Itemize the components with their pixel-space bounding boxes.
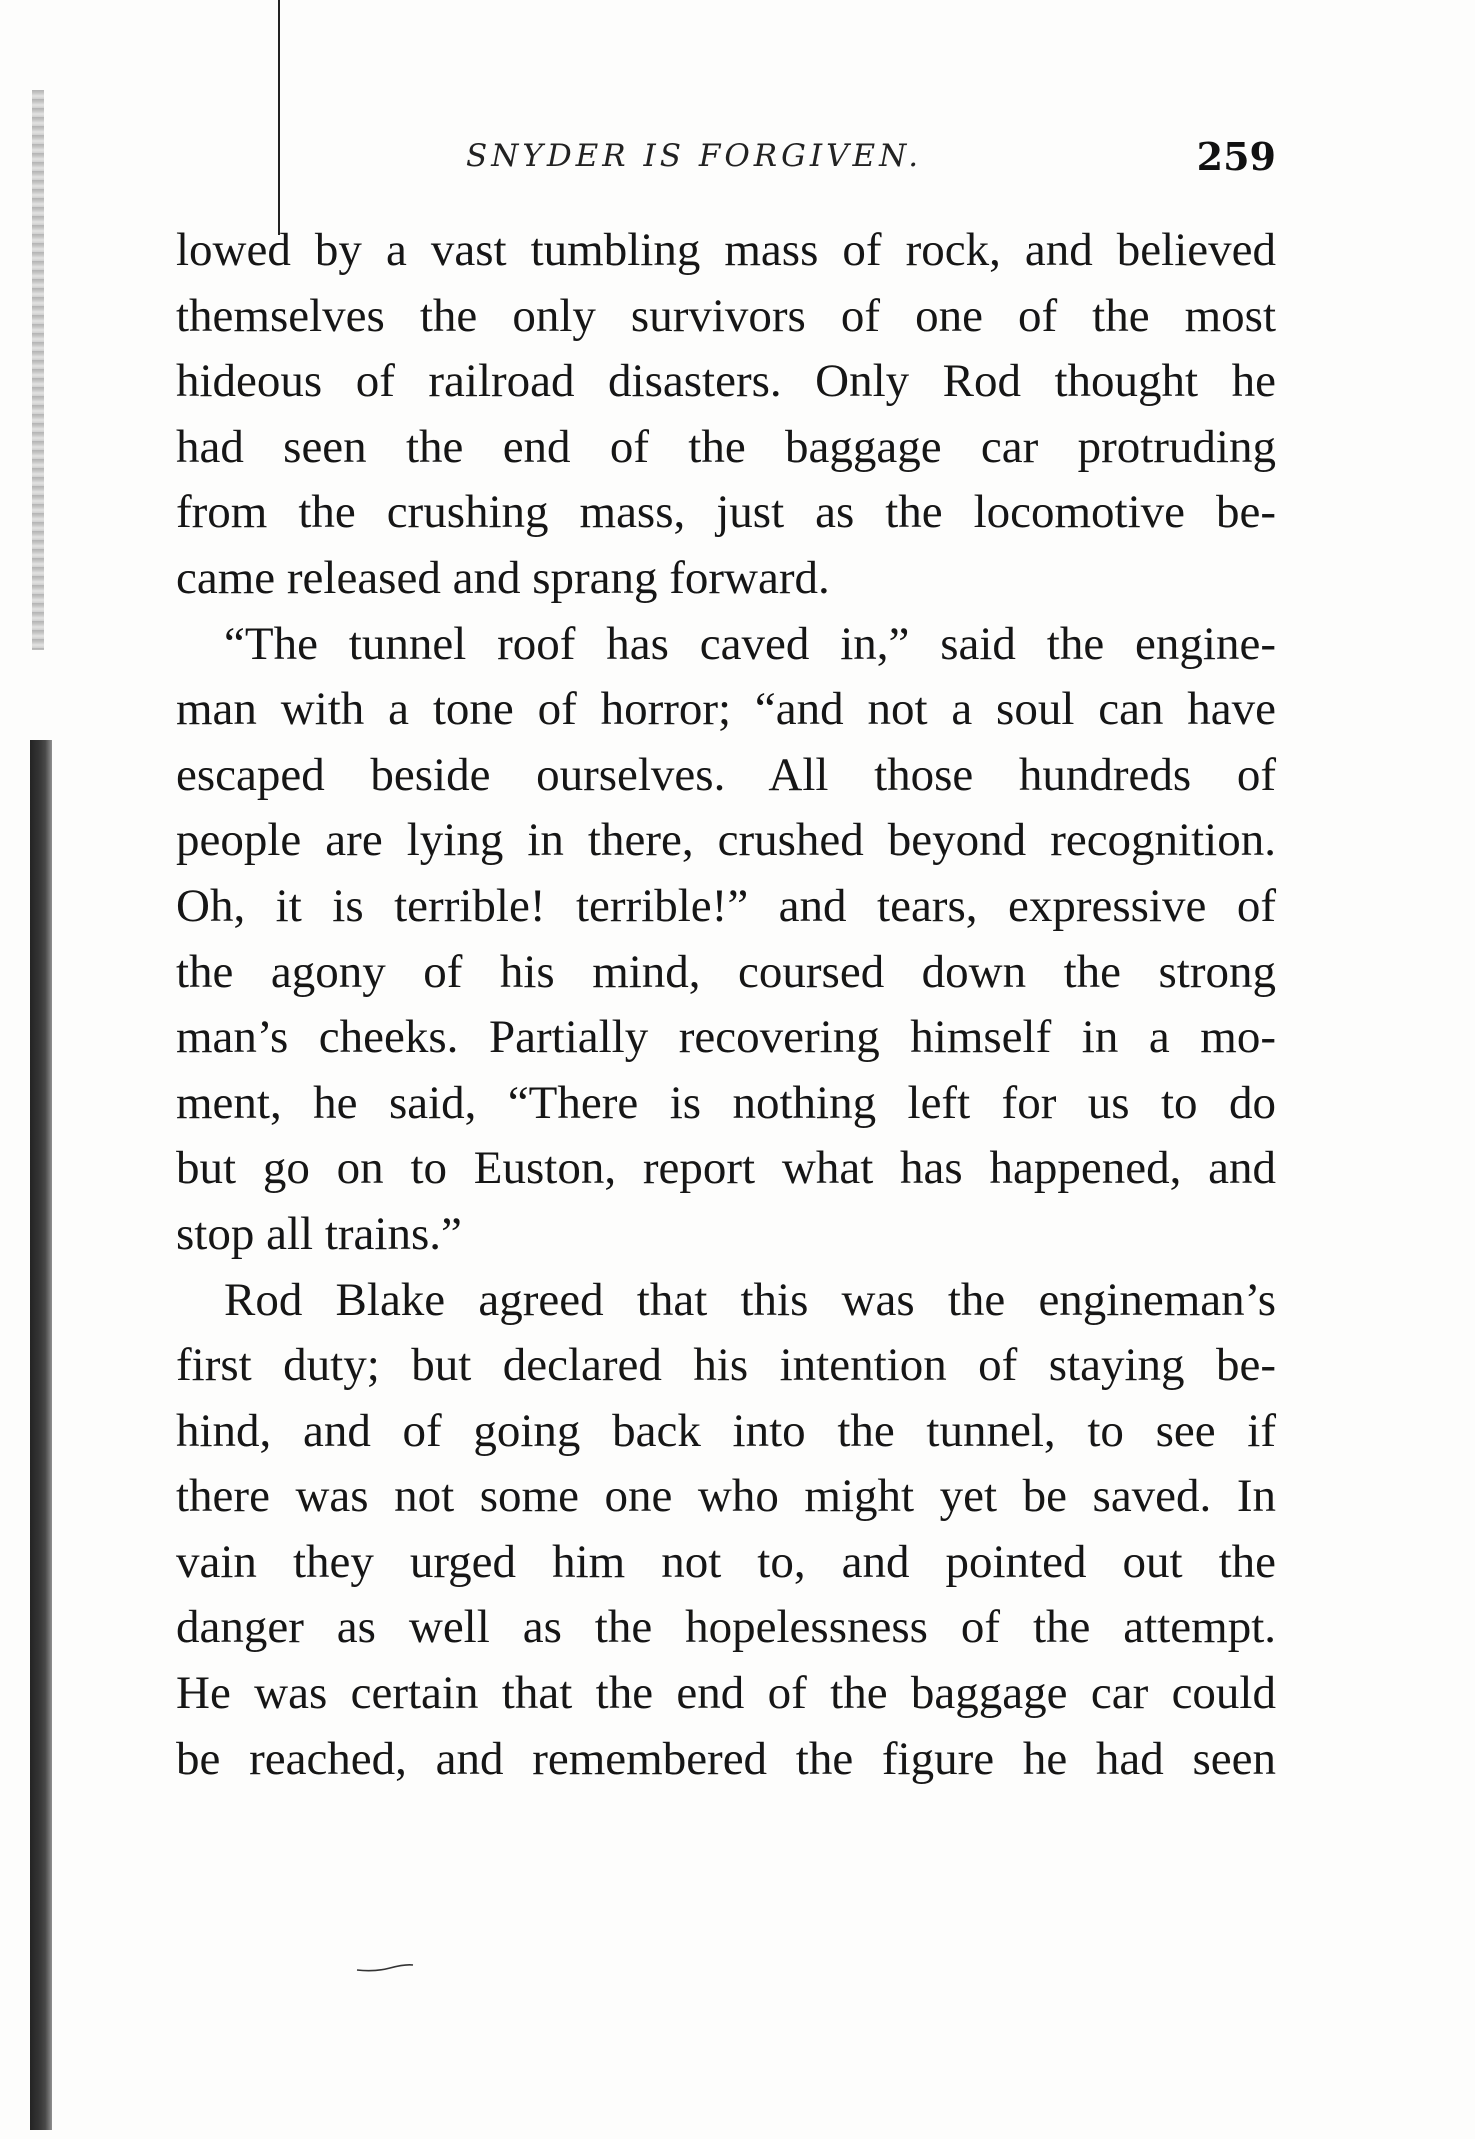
binding-edge — [30, 740, 52, 2130]
text-line: “The tunnel roof has caved in,” said the engine- — [224, 617, 1276, 670]
text-line: themselves the only survivors of one of the most — [176, 289, 1276, 342]
text-line: stop all trains.” — [176, 1207, 462, 1260]
running-title: SNYDER IS FORGIVEN. — [466, 138, 923, 174]
page-number: 259 — [1196, 134, 1276, 179]
text-line: He was certain that the end of the baggage car could — [176, 1667, 1276, 1720]
text-line: Rod Blake agreed that this was the engineman’s — [224, 1273, 1276, 1326]
text-line: danger as well as the hopelessness of the attempt. — [176, 1601, 1276, 1654]
scan-artifact-line — [278, 0, 280, 235]
text-line: man with a tone of horror; “and not a soul can have — [176, 683, 1276, 736]
binding-edge-top — [32, 90, 44, 650]
text-line: Oh, it is terrible! terrible!” and tears, expressive of — [176, 879, 1276, 932]
ink-mark — [355, 1963, 415, 1973]
text-line: hideous of railroad disasters. Only Rod thought he — [176, 355, 1276, 408]
text-line: had seen the end of the baggage car protruding — [176, 420, 1276, 473]
text-line: people are lying in there, crushed beyond recognition. — [176, 814, 1276, 867]
text-line: there was not some one who might yet be saved. In — [176, 1470, 1276, 1523]
text-line: from the crushing mass, just as the locomotive be- — [176, 486, 1276, 539]
text-line: man’s cheeks. Partially recovering himself in a mo- — [176, 1011, 1276, 1064]
text-line: but go on to Euston, report what has happened, and — [176, 1142, 1276, 1195]
text-line: ment, he said, “There is nothing left for us to do — [176, 1076, 1276, 1129]
text-line: lowed by a vast tumbling mass of rock, and believed — [176, 224, 1276, 276]
page-header — [176, 134, 1276, 188]
text-line: came released and sprang forward. — [176, 551, 830, 604]
text-line: escaped beside ourselves. All those hundreds of — [176, 748, 1276, 801]
body-text — [176, 218, 1276, 1792]
text-line: first duty; but declared his intention of staying be- — [176, 1339, 1276, 1392]
text-line: vain they urged him not to, and pointed out the — [176, 1535, 1276, 1588]
text-line: hind, and of going back into the tunnel, to see if — [176, 1404, 1276, 1457]
text-line: the agony of his mind, coursed down the strong — [176, 945, 1276, 998]
text-line: be reached, and remembered the figure he had seen — [176, 1732, 1276, 1785]
